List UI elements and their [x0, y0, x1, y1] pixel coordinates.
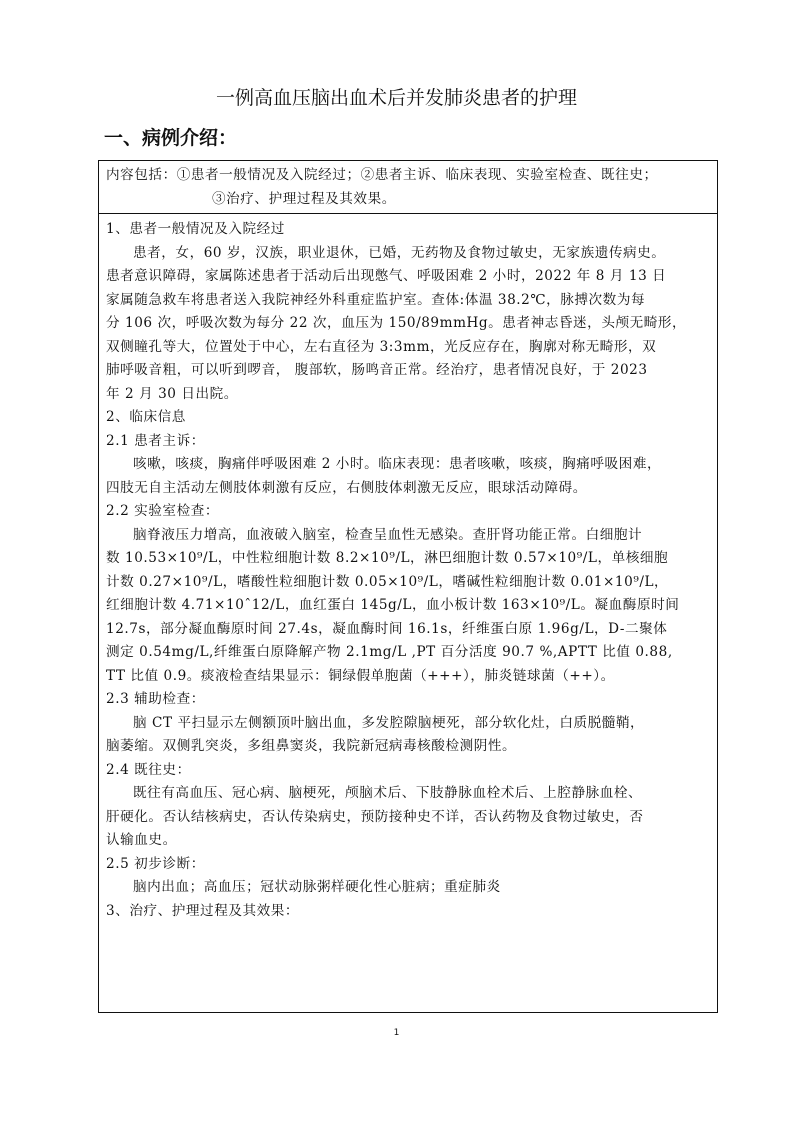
paragraph-line: 红细胞计数 4.71×10ˆ12/L，血红蛋白 145g/L，血小板计数 163×10⁹/L。凝血酶原时间	[106, 597, 680, 613]
paragraph-line: 2.2 实验室检查：	[106, 503, 220, 519]
case-table	[98, 160, 718, 1013]
document-title: 一例高血压脑出血术后并发肺炎患者的护理	[215, 87, 577, 109]
section-heading: 一、病例介绍：	[104, 127, 238, 149]
paragraph-line: 1、患者一般情况及入院经过	[106, 221, 285, 237]
paragraph-line: 既往有高血压、冠心病、脑梗死，颅脑术后、下肢静脉血栓术后、上腔静脉血栓、	[133, 785, 643, 801]
paragraph-line: 脑萎缩。双侧乳突炎，多组鼻窦炎，我院新冠病毒核酸检测阴性。	[106, 738, 517, 754]
paragraph-line: 咳嗽，咳痰，胸痛伴呼吸困难 2 小时。临床表现：患者咳嗽，咳痰，胸痛呼吸困难，	[133, 456, 662, 472]
paragraph-line: 2.4 既往史：	[106, 761, 191, 778]
paragraph-line: 12.7s，部分凝血酶原时间 27.4s，凝血酶时间 16.1s，纤维蛋白原 1.96g/L，D-二聚体	[106, 620, 668, 637]
content-summary-line-1: 内容包括：①患者一般情况及入院经过；②患者主诉、临床表现、实验室检查、既往史；	[106, 167, 658, 183]
content-summary-cell	[99, 161, 717, 214]
paragraph-line: 患者，女，60 岁，汉族，职业退休，已婚，无药物及食物过敏史，无家族遗传病史。	[133, 244, 666, 261]
paragraph-line: 2.1 患者主诉：	[106, 432, 205, 449]
page-number: 1	[393, 1028, 400, 1038]
paragraph-line: 计数 0.27×10⁹/L，嗜酸性粒细胞计数 0.05×10⁹/L，嗜碱性粒细胞计数 0.01×10⁹/L，	[106, 573, 669, 590]
paragraph-line: 2.5 初步诊断：	[106, 855, 205, 872]
paragraph-line: 数 10.53×10⁹/L，中性粒细胞计数 8.2×10⁹/L，淋巴细胞计数 0.57×10⁹/L，单核细胞	[106, 550, 669, 566]
paragraph-line: 脑 CT 平扫显示左侧额顶叶脑出血，多发腔隙脑梗死，部分软化灶，白质脱髓鞘，	[133, 714, 645, 731]
paragraph-line: 2、临床信息	[106, 409, 186, 425]
paragraph-line: 分 106 次，呼吸次数为每分 22 次，血压为 150/89mmHg。患者神志昏迷，头颅无畸形，	[106, 315, 687, 331]
paragraph-line: 患者意识障碍，家属陈述患者于活动后出现憋气、呼吸困难 2 小时，2022 年 8 月 13 日	[106, 268, 667, 284]
paragraph-line: 认输血史。	[106, 832, 177, 848]
paragraph-line: 家属随急救车将患者送入我院神经外科重症监护室。查体:体温 38.2℃，脉搏次数为每	[106, 291, 646, 308]
paragraph-line: TT 比值 0.9。痰液检查结果显示：铜绿假单胞菌（+++），肺炎链球菌（++）。	[106, 667, 615, 684]
paragraph-line: 肺呼吸音粗，可以听到啰音， 腹部软，肠鸣音正常。经治疗，患者情况良好，于 2023	[106, 362, 648, 378]
paragraph-line: 2.3 辅助检查：	[106, 691, 205, 707]
paragraph-line: 3、治疗、护理过程及其效果：	[106, 902, 300, 919]
paragraph-line: 四肢无自主活动左侧肢体刺激有反应，右侧肢体刺激无反应，眼球活动障碍。	[106, 479, 587, 496]
content-summary-line-2: ③治疗、护理过程及其效果。	[212, 190, 396, 207]
paragraph-line: 肝硬化。否认结核病史，否认传染病史，预防接种史不详，否认药物及食物过敏史，否	[106, 808, 644, 825]
paragraph-line: 脑脊液压力增高，血液破入脑室，检查呈血性无感染。查肝肾功能正常。白细胞计	[133, 526, 643, 543]
paragraph-line: 脑内出血；高血压；冠状动脉粥样硬化性心脏病；重症肺炎	[133, 879, 501, 895]
case-details-cell	[99, 214, 717, 1012]
paragraph-line: 年 2 月 30 日出院。	[106, 385, 238, 402]
paragraph-line: 测定 0.54mg/L,纤维蛋白原降解产物 2.1mg/L ,PT 百分活度 90.7 %,APTT 比值 0.88,	[106, 644, 673, 660]
paragraph-line: 双侧瞳孔等大，位置处于中心，左右直径为 3:3mm，光反应存在，胸廓对称无畸形，双	[106, 338, 657, 355]
